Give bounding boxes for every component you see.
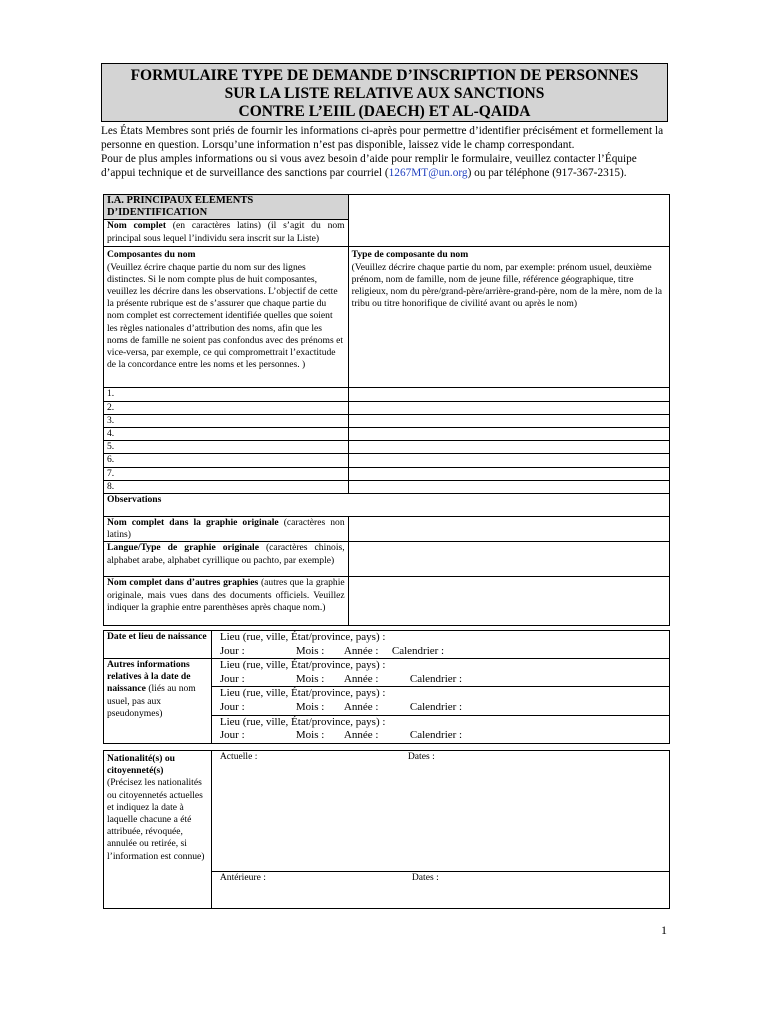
name-type-row-3[interactable] <box>348 414 669 427</box>
type-title: Type de composante du nom <box>351 249 469 261</box>
identification-table <box>103 194 670 626</box>
name-type-row-8[interactable] <box>348 480 669 493</box>
anterieure-dates-label: Dates : <box>411 872 439 883</box>
type-note: (Veuillez décrire chaque partie du nom, par exemple: prénom usuel, deuxième prénom, nom de famille, nom de jeune fille, référence géographique, titre religieux, nom du père/grand-père/arrière-grand-père, nom de la mère, nom de la tribu ou titre honorifique de civilité avant ou après le nom) <box>351 261 662 310</box>
autres-naissance-note: (liés au nom usuel, pas aux pseudonymes) <box>107 683 196 719</box>
name-type-row-4[interactable] <box>348 428 669 441</box>
langue-title: Langue/Type de graphie originale <box>107 542 259 554</box>
birth-place-3: Lieu (rue, ville, État/province, pays) : <box>219 687 386 700</box>
page-number: 1 <box>661 923 667 937</box>
nationalite-actuelle-field[interactable] <box>211 751 669 872</box>
birth-date-3: Jour : Mois : Année : Calendrier : <box>219 700 463 713</box>
birth-entry-2[interactable] <box>211 659 669 687</box>
name-type-row-5[interactable] <box>348 441 669 454</box>
birth-entry-3[interactable] <box>211 687 669 715</box>
name-component-row-1[interactable]: 1. <box>104 388 349 401</box>
name-type-row-7[interactable] <box>348 467 669 480</box>
birth-date-1: Jour : Mois : Année : Calendrier : <box>219 644 445 657</box>
birth-date-2: Jour : Mois : Année : Calendrier : <box>219 672 463 685</box>
autres-naissance-label <box>104 659 212 744</box>
intro-phone-text: ) ou par téléphone (917-367-2315). <box>467 167 627 179</box>
autres-graphies-note: (autres que la graphie originale, mais vues dans des documents officiels. Veuillez indiquer la graphie entre parenthèses après chaque nom.) <box>107 577 345 613</box>
nom-complet-note: (en caractères latins) (il s’agit du nom principal sous lequel l’individu sera inscrit sur la Liste) <box>107 220 345 244</box>
intro-contact-text: Pour de plus amples informations ou si vous avez besoin d’aide pour remplir le formulaire, veuillez contacter l’Équipe d’appui technique et de surveillance des sanctions par courriel ( <box>101 153 637 179</box>
actuelle-dates-label: Dates : <box>407 751 435 762</box>
name-component-row-8[interactable]: 8. <box>104 480 349 493</box>
observations-field[interactable]: Observations <box>104 494 670 517</box>
nationalite-label <box>104 751 212 909</box>
intro-paragraph-2 <box>101 152 671 180</box>
nationality-table <box>103 750 670 909</box>
nom-complet-label <box>104 220 349 247</box>
name-type-row-1[interactable] <box>348 388 669 401</box>
nom-complet-title: Nom complet <box>107 220 167 232</box>
name-component-row-3[interactable]: 3. <box>104 414 349 427</box>
anterieure-label: Antérieure : <box>219 872 266 883</box>
composantes-note: (Veuillez écrire chaque partie du nom sur des lignes distinctes. Si le nom compte plus de huit composantes, veuillez les décrire dans les observations. L’objectif de cette la présente rubrique est de s’assurer que chaque partie du nom complet est correctement identifiée quelles que soient les règles nationales d’attribution des noms, afin que les noms de famille ne soient pas confondus avec des prénoms et vice-versa, par exemple, ce qui compromettrait l’exactitude de la concordance entre les noms et les personnes. ) <box>107 261 344 371</box>
birth-entry-1[interactable] <box>211 631 669 659</box>
composantes-title: Composantes du nom <box>107 249 196 261</box>
name-component-row-7[interactable]: 7. <box>104 467 349 480</box>
langue-field[interactable] <box>348 542 669 577</box>
name-component-row-6[interactable]: 6. <box>104 454 349 467</box>
name-component-row-2[interactable]: 2. <box>104 401 349 414</box>
birth-place-1: Lieu (rue, ville, État/province, pays) : <box>219 631 386 643</box>
langue-note: (caractères chinois, alphabet arabe, alphabet cyrillique ou pachto, par exemple) <box>107 542 345 566</box>
birth-table <box>103 630 670 744</box>
nationalite-note: (Précisez les nationalités ou citoyennetés actuelles et indiquez la date à laquelle chacune a été attribuée, révoquée, annulée ou retirée, si l’information est connue) <box>107 777 205 862</box>
graphie-originale-label <box>104 517 349 542</box>
composantes-header <box>104 247 349 388</box>
nationalite-anterieure-field[interactable] <box>211 872 669 909</box>
type-header <box>348 247 669 388</box>
graphie-title: Nom complet dans la graphie originale <box>107 517 279 529</box>
name-type-row-2[interactable] <box>348 401 669 414</box>
birth-entry-4[interactable] <box>211 715 669 743</box>
title-line-3: CONTRE L’EIIL (DAECH) ET AL-QAIDA <box>238 103 531 120</box>
name-type-row-6[interactable] <box>348 454 669 467</box>
langue-label <box>104 542 349 577</box>
intro-paragraph-1: Les États Membres sont priés de fournir les informations ci-après pour permettre d’identifier précisément et formellement la personne en question. Lorsqu’une information n’est pas disponible, laissez vide le champ correspondant. <box>101 125 664 151</box>
title-line-2: SUR LA LISTE RELATIVE AUX SANCTIONS <box>224 85 545 102</box>
nationalite-title: Nationalité(s) ou citoyenneté(s) <box>107 753 175 777</box>
name-component-row-4[interactable]: 4. <box>104 428 349 441</box>
autres-graphies-label <box>104 577 349 626</box>
graphie-note: (caractères non latins) <box>107 517 345 541</box>
title-line-1: FORMULAIRE TYPE DE DEMANDE D’INSCRIPTION DE PERSONNES <box>130 67 639 84</box>
graphie-originale-field[interactable] <box>348 517 669 542</box>
birth-date-4: Jour : Mois : Année : Calendrier : <box>219 729 463 742</box>
autres-graphies-field[interactable] <box>348 577 669 626</box>
form-title <box>101 63 668 122</box>
section-heading: I.A. PRINCIPAUX ÉLÉMENTS D’IDENTIFICATION <box>104 195 349 220</box>
autres-graphies-title: Nom complet dans d’autres graphies <box>107 577 259 589</box>
actuelle-label: Actuelle : <box>219 751 258 762</box>
birth-place-2: Lieu (rue, ville, État/province, pays) : <box>219 659 386 671</box>
name-component-row-5[interactable]: 5. <box>104 441 349 454</box>
email-link[interactable]: 1267MT@un.org <box>388 167 468 179</box>
heading-spacer <box>348 195 669 220</box>
nom-complet-field[interactable] <box>348 220 669 247</box>
date-lieu-naissance-label: Date et lieu de naissance <box>104 631 212 659</box>
autres-naissance-title: Autres informations relatives à la date de naissance <box>107 659 191 695</box>
birth-place-4: Lieu (rue, ville, État/province, pays) : <box>219 715 386 728</box>
intro-text <box>101 124 671 180</box>
